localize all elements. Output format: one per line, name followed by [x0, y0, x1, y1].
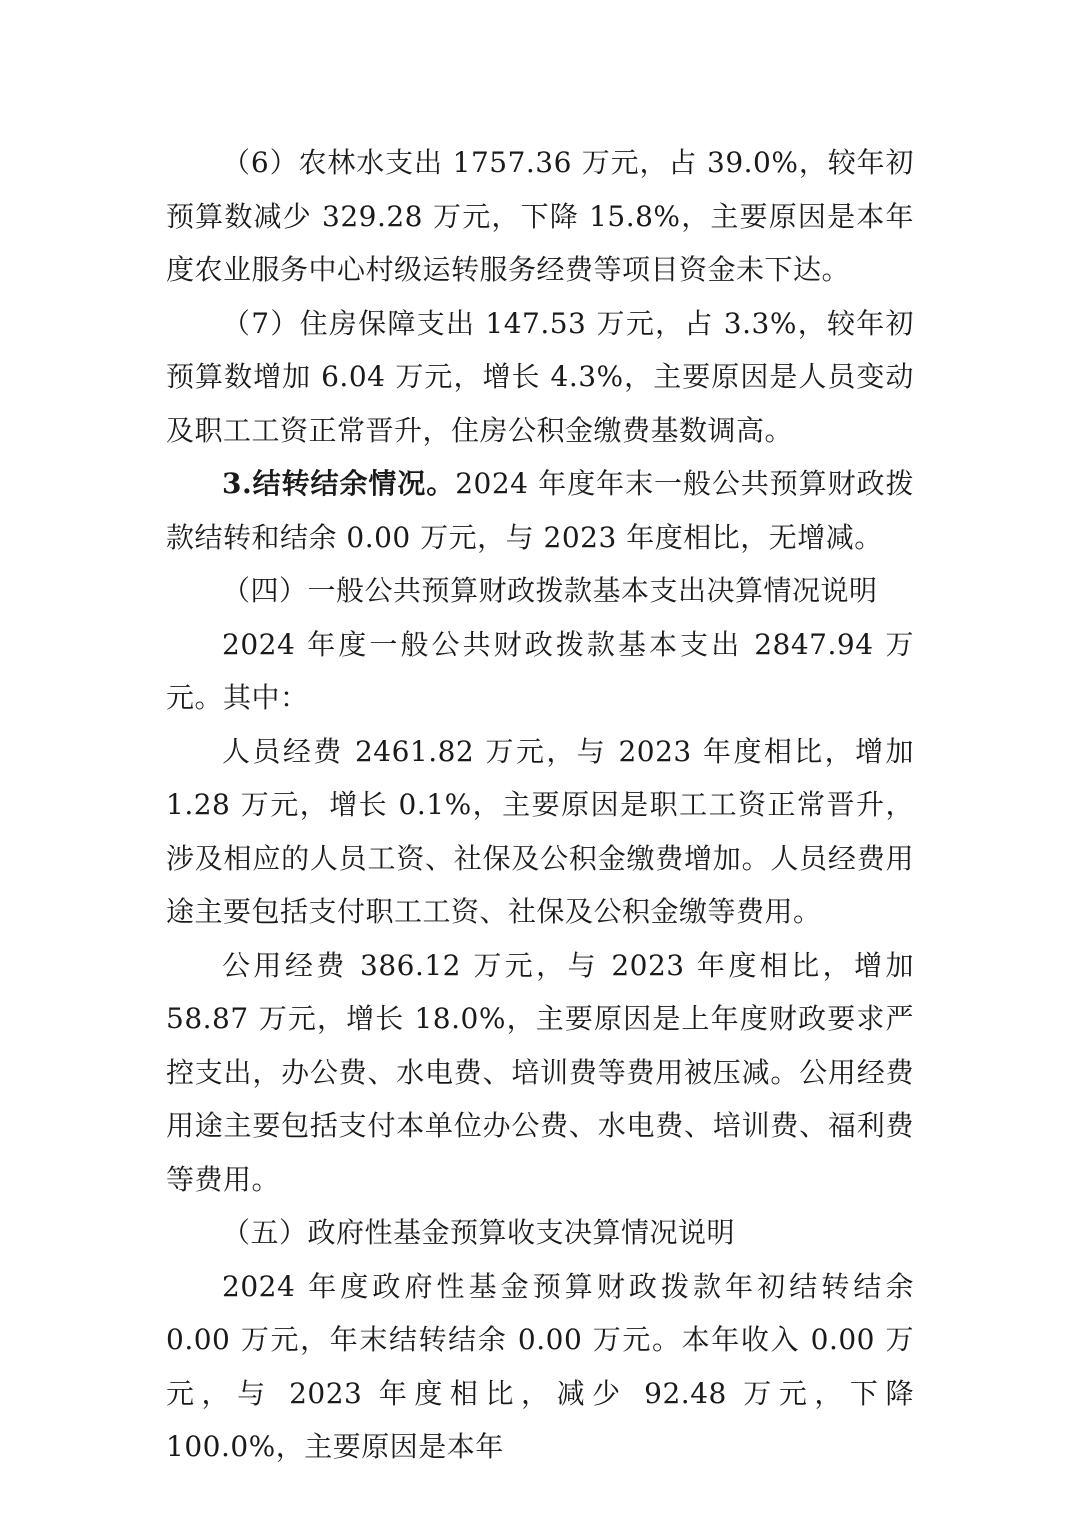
paragraph-public-expenses: 公用经费 386.12 万元，与 2023 年度相比，增加 58.87 万元，增长 18.0%，主要原因是上年度财政要求严控支出，办公费、水电费、培训费等费用被压减。公用经费用途主要包括支付本单位办公费、水电费、培训费、福利费等费用。: [166, 948, 914, 1196]
paragraph-government-fund: 2024 年度政府性基金预算财政拨款年初结转结余 0.00 万元，年末结转结余 0.00 万元。本年收入 0.00 万元，与 2023 年度相比，减少 92.48 万元，下降 100.0%，主要原因是本年: [166, 1269, 914, 1463]
paragraph-basic-expenditure-total: 2024 年度一般公共财政拨款基本支出 2847.94 万元。其中：: [166, 627, 914, 714]
paragraph-personnel-expenses: 人员经费 2461.82 万元，与 2023 年度相比，增加 1.28 万元，增长 0.1%，主要原因是职工工资正常晋升，涉及相应的人员工资、社保及公积金缴费增加。人员经费用途主要包括支付职工工资、社保及公积金缴等费用。: [166, 734, 914, 928]
carryover-text: 2024 年度年末一般公共预算财政拨款结转和结余 0.00 万元，与 2023 年度相比，无增减。: [166, 467, 914, 554]
document-page: [166, 136, 914, 1474]
carryover-lead: 3.结转结余情况。: [222, 467, 456, 500]
section-heading-government-fund: （五）政府性基金预算收支决算情况说明: [222, 1216, 736, 1249]
paragraph-housing-expenditure: （7）住房保障支出 147.53 万元，占 3.3%，较年初预算数增加 6.04 万元，增长 4.3%，主要原因是人员变动及职工工资正常晋升，住房公积金缴费基数调高。: [166, 306, 914, 447]
paragraph-agriculture-expenditure: （6）农林水支出 1757.36 万元，占 39.0%，较年初预算数减少 329.28 万元，下降 15.8%，主要原因是本年度农业服务中心村级运转服务经费等项目资金未下达。: [166, 146, 914, 286]
section-heading-basic-expenditure: （四）一般公共预算财政拨款基本支出决算情况说明: [222, 574, 878, 607]
paragraph-carryover: [166, 457, 914, 564]
